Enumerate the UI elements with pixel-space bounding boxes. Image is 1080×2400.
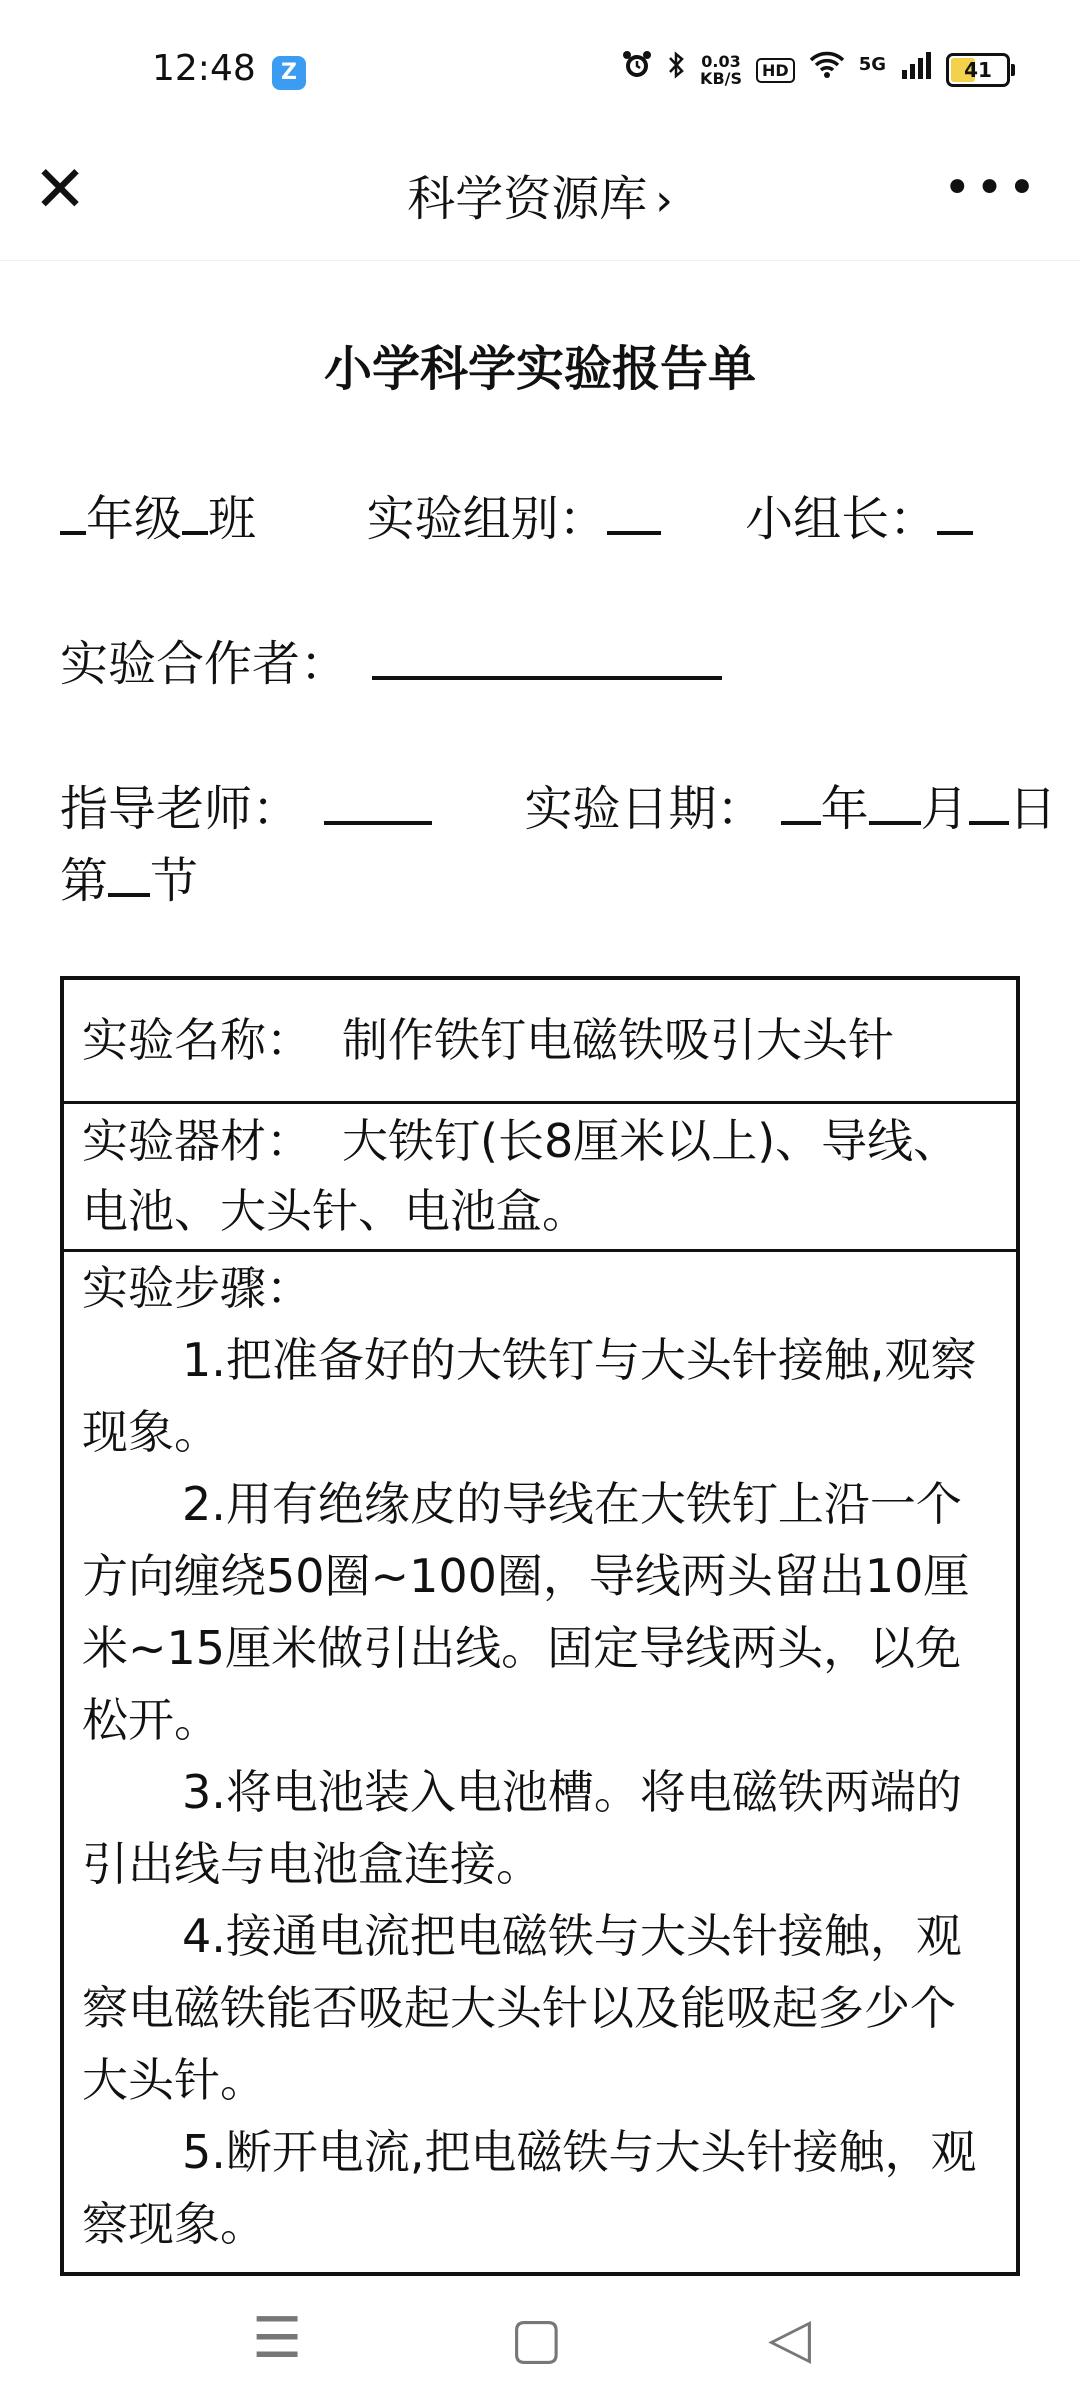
step-item: 5.断开电流,把电磁铁与大头针接触，观察现象。 [82,2125,977,2251]
experiment-name-value: 制作铁钉电磁铁吸引大头针 [342,1013,894,1067]
network-speed-value: 0.03 [701,52,741,71]
month-label: 月 [920,781,969,837]
home-icon[interactable]: ▢ [510,2306,563,2371]
close-icon[interactable]: ✕ [33,153,87,227]
leader-label: 小组长： [745,491,938,547]
nav-title: 科学资源库 [407,171,648,227]
step-item: 2.用有绝缘皮的导线在大铁钉上沿一个方向缠绕50圈~100圈，导线两头留出10厘米~15厘米做引出线。固定导线两头，以免松开。 [82,1477,970,1747]
partners-label: 实验合作者： [60,636,349,692]
network-speed-unit: KB/S [700,69,743,88]
experiment-name-row [64,980,1016,1104]
menu-icon[interactable]: ☰ [252,2306,303,2371]
teacher-blank [324,780,432,825]
partners-blank [372,635,722,680]
partners-line [60,625,722,694]
year-label: 年 [820,781,869,837]
day-blank [969,780,1009,825]
status-time: 12:48 [152,48,256,89]
step-item: 4.接通电流把电磁铁与大头针接触，观察电磁铁能否吸起大头针以及能吸起多少个大头针。 [82,1909,962,2107]
wifi-icon [809,50,845,91]
battery-level: 41 [964,58,992,82]
day-label: 日 [1008,781,1057,837]
alarm-icon [622,50,652,91]
more-options-icon[interactable]: ••• [943,160,1040,216]
class-label: 班 [208,491,257,547]
battery-icon [946,53,1010,87]
teacher-label: 指导老师： [60,781,301,837]
grade-group-line [60,480,973,549]
hd-badge: HD [756,58,795,83]
teacher-date-line [60,770,1057,839]
period-suffix: 节 [150,853,199,909]
bluetooth-icon [666,50,686,91]
nav-title-link[interactable] [0,153,1080,229]
year-blank [781,780,821,825]
chevron-right-icon: › [655,175,673,226]
class-blank [182,490,208,535]
back-icon[interactable]: ◁ [768,2306,812,2371]
month-blank [869,780,921,825]
period-blank [108,852,150,897]
step-item: 1.把准备好的大铁钉与大头针接触,观察现象。 [82,1333,977,1459]
steps-label: 实验步骤： [82,1261,312,1315]
materials-value: 大铁钉(长8厘米以上)、导线、电池、大头针、电池盒。 [82,1114,960,1238]
status-icons [622,50,1010,90]
app-notification-icon: Z [272,56,306,90]
group-blank [607,490,661,535]
document-title: 小学科学实验报告单 [323,341,756,397]
network-type-label: 5G [858,54,886,75]
system-nav-bar [0,2276,1080,2400]
period-prefix: 第 [60,853,109,909]
materials-label: 实验器材： [82,1114,312,1168]
experiment-name-label: 实验名称： [82,1013,312,1067]
nav-bar [0,140,1080,261]
steps-row [64,1252,1016,2276]
grade-label: 年级 [86,491,183,547]
materials-row [64,1104,1016,1252]
signal-icon [900,50,932,91]
grade-blank [60,490,86,535]
status-bar [0,0,1080,140]
report-table [60,976,1020,2276]
step-item: 3.将电池装入电池槽。将电磁铁两端的引出线与电池盒连接。 [82,1765,962,1891]
period-line [60,842,198,911]
date-label: 实验日期： [524,781,765,837]
leader-blank [937,490,973,535]
group-label: 实验组别： [366,491,607,547]
network-speed [700,53,742,87]
